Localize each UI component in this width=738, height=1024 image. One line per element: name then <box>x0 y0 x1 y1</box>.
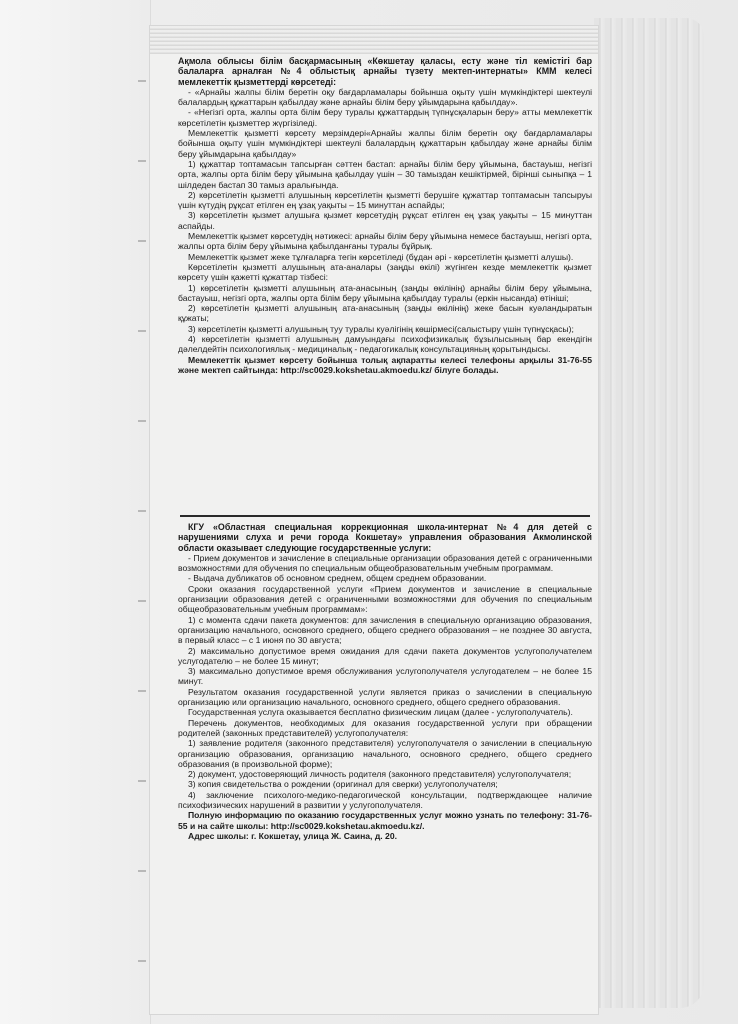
russian-paragraph: Государственная услуга оказывается бесплатно физическим лицам (далее - услугополучатель). <box>188 707 573 718</box>
russian-paragraph: 1) заявление родителя (законного представителя) услугополучателя о зачислении в специальную организацию образования, организацию начального, основного среднего, общего среднего образования (в произвольной форме); <box>178 738 592 769</box>
kazakh-paragraph: 2) көрсетілетін қызметті алушының көрсетілетін қызметті берушіге құжаттар топтамасын тапсыруы үшін күтудің рұқсат етілген ең ұзақ уақыты – 15 минуттан аспайды; <box>178 189 592 211</box>
russian-paragraph: Результатом оказания государственной услуги является приказ о зачислении в специальную организацию или организацию начального, основного среднего, общего среднего образования. <box>178 686 592 708</box>
kazakh-contact-info: Мемлекеттік қызмет көрсету бойынша толық ақпаратты келесі телефоны арқылы 31-76-55 және мектеп сайтында: http://sc0029.kokshetau.akmoedu.kz/ білуге болады. <box>178 354 592 375</box>
kazakh-paragraph: - «Арнайы жалпы білім беретін оқу бағдарламалары бойынша оқыту үшін мүмкіндіктері шектеулі балалардың құжаттарын қабылдау және арнайы білім беру ұйымдарына қабылдау». <box>178 86 592 108</box>
left-page-margin <box>0 0 151 1024</box>
russian-paragraph: 3) копия свидетельства о рождении (оригинал для сверки) услугополучателя; <box>188 779 498 790</box>
russian-paragraph: - Выдача дубликатов об основном среднем, общем среднем образовании. <box>188 573 487 584</box>
russian-contact-info: Полную информацию по оказанию государственных услуг можно узнать по телефону: 31-76-55 и на сайте школы: http://sc0029.kokshetau.akmoedu.kz/. <box>178 810 592 831</box>
russian-header: КГУ «Областная специальная коррекционная школа-интернат №4 для детей с нарушениями слуха и речи города Кокшетау» управления образования Акмолинской области оказывает следующие государственные услуги: <box>178 522 592 553</box>
russian-paragraph: 4) заключение психолого-медико-педагогической консультации, подтверждающее наличие психофизических нарушений в развитии у услугополучателя. <box>178 789 592 811</box>
russian-announcement <box>178 522 592 841</box>
kazakh-paragraph: 3) көрсетілетін қызмет алушыға қызмет көрсетудің рұқсат етілген ең ұзақ уақыты – 15 минуттан аспайды. <box>178 210 592 231</box>
russian-paragraph: 1) с момента сдачи пакета документов: для зачисления в специальную организацию образования, организацию начального, основного среднего, общего среднего образования – не позднее 30 августа, в первый класс – с 1 июня по 30 августа; <box>178 614 592 646</box>
russian-paragraph: - Прием документов и зачисление в специальные организации образования детей с ограниченными возможностями для обучения по специальным общеобразовательным учебным программам. <box>178 552 592 574</box>
kazakh-paragraph: 1) құжаттар топтамасын тапсырған сәттен бастап: арнайы білім беру ұйымына, бастауыш, негізгі орта, жалпы орта білім беру ұйымына қабылдау үшін – 30 тамыздан кешіктірмей, бірінші сыныпқа – 1 шілдеден бастап 30 тамыз аралығында. <box>178 158 592 190</box>
kazakh-paragraph: 1) көрсетілетін қызметті алушының ата-анасының (заңды өкілінің) арнайы білім беру ұйымына, бастауыш, негізгі орта, жалпы орта білім беру ұйымына қабылдау туралы (еркін нысанда) өтініші; <box>178 282 592 303</box>
kazakh-paragraph: Мемлекеттік қызмет көрсетудің нәтижесі: арнайы білім беру ұйымына немесе бастауыш, негізгі орта, жалпы орта білім беру ұйымына қабылданғаны туралы бұйрық. <box>178 231 592 252</box>
russian-school-address: Адрес школы: г. Кокшетау, улица Ж. Саина, д. 20. <box>188 830 397 841</box>
russian-paragraph: Перечень документов, необходимых для оказания государственной услуги при обращении родителей (законных представителей) услугополучателя: <box>178 717 592 738</box>
kazakh-paragraph: 4) көрсетілетін қызметті алушының дамуындағы психофизикалық бұзылысының бар екендігін дәлелдейтін психологиялық - медициналық - педагогикалық консультацияның қорытындысы. <box>178 334 592 355</box>
newspaper-clipping <box>150 26 598 1014</box>
kazakh-paragraph: - «Негізгі орта, жалпы орта білім беру туралы құжаттардың түпнұсқаларын беру» атты мемлекеттік көрсетілетін қызметтер жүргізіледі. <box>178 107 592 128</box>
kazakh-paragraph: Мемлекеттік қызмет жеке тұлғаларға тегін көрсетіледі (бұдан әрі - көрсетілетін қызметті алушы). <box>188 251 574 262</box>
russian-paragraph: 2) документ, удостоверяющий личность родителя (законного представителя) услугополучателя; <box>188 769 572 780</box>
folded-page-edges <box>594 18 704 1008</box>
kazakh-paragraph: Көрсетілетін қызметті алушының ата-аналары (заңды өкілі) жүгінген кезде мемлекеттік қызмет көрсету үшін қажетті құжаттар тізбесі: <box>178 261 592 283</box>
kazakh-header: Ақмола облысы білім басқармасының «Көкшетау қаласы, есту және тіл кемістігі бар балаларға арналған №4 облыстық арнайы түзету мектеп-интернаты» КММ келесі мемлекеттік қызметтерді көрсетеді: <box>178 56 592 87</box>
russian-paragraph: 2) максимально допустимое время ожидания для сдачи пакета документов услугополучателем услугодателю – не более 15 минут; <box>178 645 592 666</box>
kazakh-paragraph: 3) көрсетілетін қызметті алушының туу туралы куәлігінің көшірмесі(салыстыру үшін түпнұсқасы); <box>188 323 574 334</box>
article-divider <box>180 515 590 517</box>
kazakh-paragraph: Мемлекеттік қызметті көрсету мерзімдері«Арнайы жалпы білім беретін оқу бағдарламалары бойынша оқыту үшін мүмкіндіктері шектеулі балалардың құжаттарын қабылдау және арнайы білім беру ұйымдарына қабылдау» <box>178 128 592 159</box>
kazakh-announcement <box>178 56 592 375</box>
previous-article-edge <box>150 26 598 54</box>
russian-paragraph: Сроки оказания государственной услуги «Прием документов и зачисление в специальные организации образования детей с ограниченными возможностями для обучения по специальным общеобразовательным учебным программам»: <box>178 583 592 615</box>
russian-paragraph: 3) максимально допустимое время обслуживания услугополучателя услугодателем – не более 15 минут. <box>178 666 592 687</box>
kazakh-paragraph: 2) көрсетілетін қызметті алушының ата-анасының (заңды өкілінің) жеке басын куәландыратын құжаты; <box>178 303 592 324</box>
